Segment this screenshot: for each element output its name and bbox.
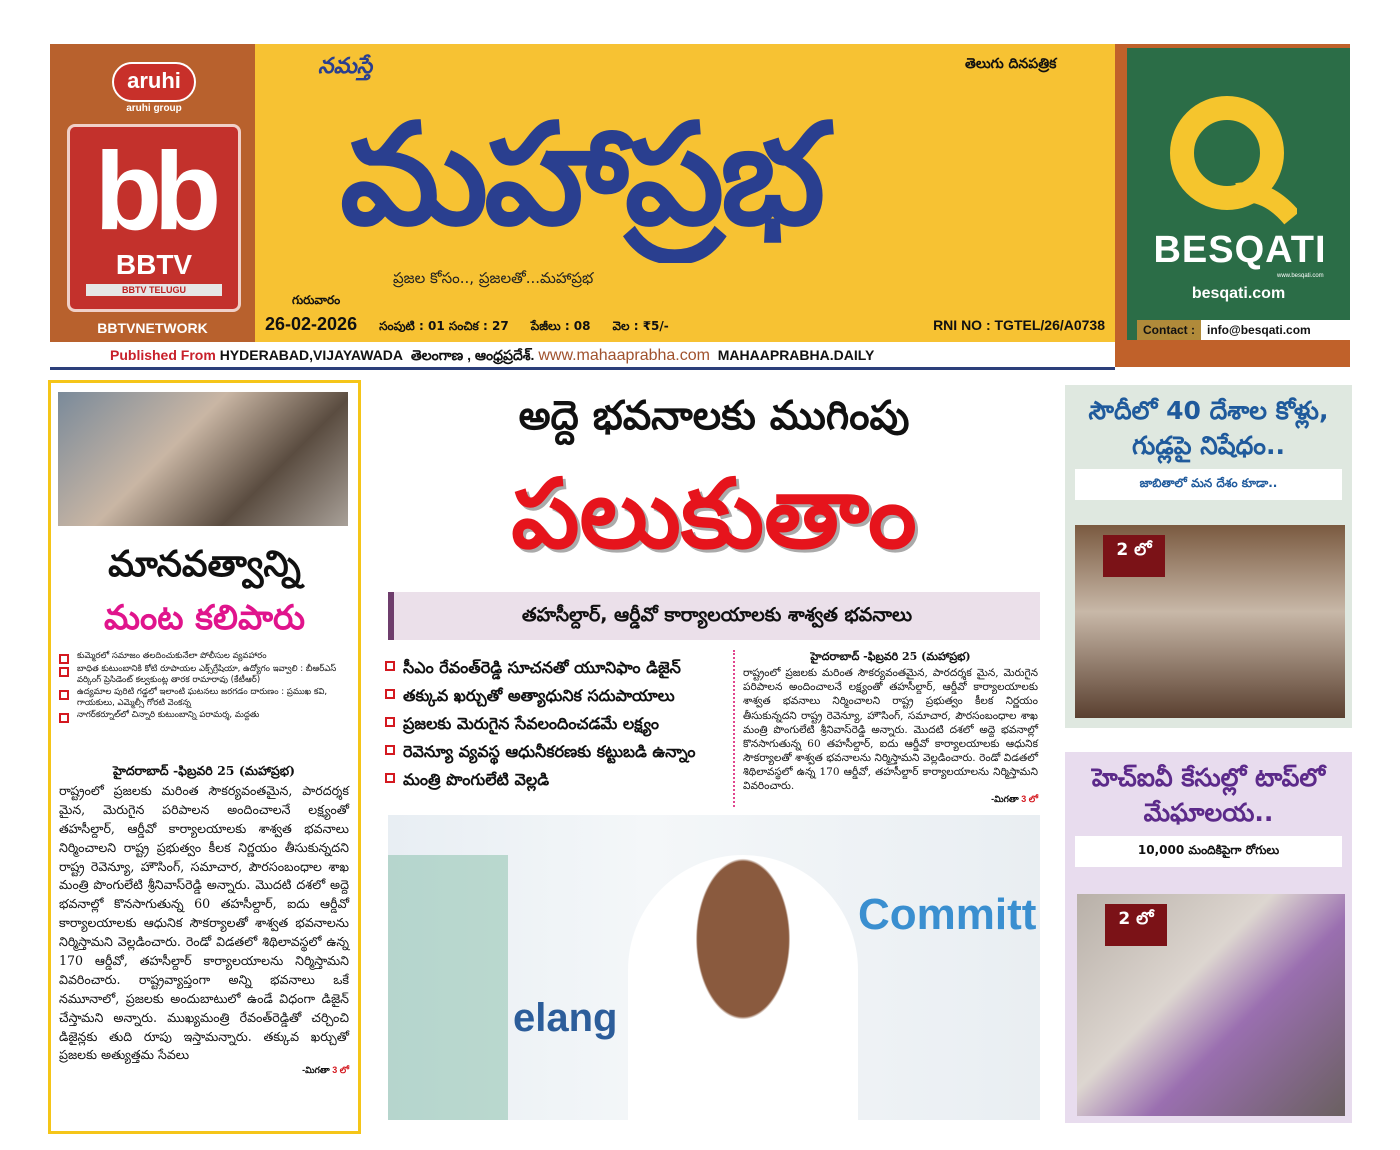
photo-banner-text-2: elang — [513, 996, 618, 1040]
bullet-text: ప్రజలకు మెరుగైన సేవలందించడమే లక్ష్యం — [403, 714, 660, 733]
left-article — [59, 763, 349, 1078]
bullet-item — [59, 664, 354, 687]
lead-subhead: తహసీల్దార్, ఆర్డీవో కార్యాలయాలకు శాశ్వత భవనాలు — [388, 592, 1040, 640]
banner-green — [388, 855, 508, 1120]
bullet-item — [385, 714, 720, 737]
dateline: హైదరాబాద్ -ఫిబ్రవరి 25 (మహాప్రభ) — [112, 763, 296, 778]
page-count: పేజీలు : 08 — [530, 319, 591, 333]
chicken-photo — [1075, 525, 1345, 718]
daily-label: తెలుగు దినపత్రిక — [965, 56, 1057, 72]
bullet-text: తక్కువ ఖర్చుతో అత్యాధునిక సదుపాయాలు — [403, 686, 675, 705]
dateline: హైదరాబాద్ -ఫిబ్రవరి 25 (మహాప్రభ) — [810, 650, 971, 663]
side-headline: హెచ్ఐవీ కేసుల్లో టాప్‌లో మేఘాలయ.. — [1091, 763, 1326, 827]
states: తెలంగాణ , ఆంధ్రప్రదేశ్. — [410, 347, 535, 363]
besqati-url-small: www.besqati.com — [1277, 273, 1324, 279]
continued-note[interactable] — [743, 794, 1038, 807]
continued-note[interactable] — [59, 1065, 349, 1078]
bullet-text: మంత్రి పొంగులేటి వెల్లడి — [403, 770, 550, 789]
bullet-item — [59, 710, 354, 723]
photo-banner-text: Committ — [858, 890, 1037, 939]
checkbox-icon — [385, 717, 395, 727]
checkbox-icon — [385, 773, 395, 783]
article-body: రాష్ట్రంలో ప్రజలకు మరింత సౌకర్యవంతమైన, పారదర్శక మైన, మెరుగైన పరిపాలన అందించాలనే లక్ష్యంతో తహసీల్దార్, ఆర్డీవో కార్యాలయాలకు శాశ్వత భవనాలు నిర్మించాలని రాష్ట్ర ప్రభుత్వం కీలక నిర్ణయం తీసుకున్నదని రాష్ట్ర రెవెన్యూ, హౌసింగ్, సమాచార, పౌరసంబంధాల శాఖ మంత్రి పొంగులేటి శ్రీనివాస్‌రెడ్డి అన్నారు. మొదటి దశలో అద్దె భవనాల్లో కొనసాగుతున్న 60 తహసీల్దార్, ఐదు ఆర్డీవో కార్యాలయాలకు ఆధునిక సౌకర్యాలతో శాశ్వత భవనాలను నిర్మిస్తామని వెల్లడించారు. రెండో విడతలో శిథిలావస్థలో ఉన్న 170 ఆర్డీవో, తహసీల్దార్ కార్యాలయాలను నిర్మిస్తామని వివరించారు. రాష్ట్రవ్యాప్తంగా అన్ని భవనాలు ఒకే నమూనాలో, ప్రజలకు అందుబాటులో ఉండే విధంగా డిజైన్ చేస్తామని అన్నారు. ముఖ్యమంత్రి రేవంత్‌రెడ్డితో చర్చించి డిజైన్లకు తుది రూపు ఇస్తామన్నారు. తక్కువ ఖర్చుతో ప్రజలకు అత్యుత్తమ సేవలు — [59, 783, 349, 1063]
side-caption: 10,000 మందికిపైగా రోగులు — [1075, 836, 1342, 867]
bullet-item — [59, 651, 354, 664]
bbtv-network: BBTVNETWORK — [97, 320, 208, 336]
bbtv-telugu: BBTV TELUGU — [86, 284, 222, 296]
bullet-text: నాగర్‌కర్నూల్‌లో చిన్నారి కుటుంబాన్ని పరామర్శ, మద్దతు — [77, 709, 260, 720]
bullet-text: రెవెన్యూ వ్యవస్థ ఆధునీకరణకు కట్టుబడి ఉన్నాం — [403, 742, 696, 761]
price: వెల : ₹5/- — [612, 319, 669, 333]
aruhi-group: aruhi group — [126, 103, 182, 114]
besqati-site: besqati.com — [1191, 285, 1286, 302]
left-headline-1: మానవత్వాన్ని — [108, 544, 301, 585]
bullet-item — [385, 658, 720, 681]
tagline: ప్రజల కోసం.., ప్రజలతో...మహాప్రభ — [393, 269, 594, 287]
divider — [50, 367, 1115, 370]
bbtv-text: BBTV — [115, 249, 193, 280]
checkbox-icon — [385, 661, 395, 671]
contact-email[interactable]: info@besqati.com — [1207, 323, 1311, 337]
besqati-q-icon — [1167, 93, 1297, 233]
minister-figure — [628, 855, 858, 1120]
left-story — [48, 380, 361, 1134]
bullet-text: ఉద్యమాల పురిటి గడ్డలో ఇలాంటి ఘటనలు జరగడం దారుణం : ప్రముఖ కవి, గాయకులు, ఎమ్మెల్సీ గోరటి వెంకన్న — [77, 686, 328, 709]
website-link[interactable]: www.mahaaprabha.com — [538, 347, 710, 364]
issue-info-row — [265, 314, 1105, 336]
lead-kicker: అద్దె భవనాలకు ముగింపు — [518, 393, 910, 439]
rni-number: RNI NO : TGTEL/26/A0738 — [933, 317, 1105, 333]
side-story-hiv[interactable] — [1065, 752, 1352, 1123]
checkbox-icon — [385, 745, 395, 755]
bullet-item — [59, 687, 354, 710]
left-bullets — [59, 651, 354, 723]
bullet-text: బాధిత కుటుంబానికి కోటి రూపాయల ఎక్స్‌గ్రేషియా, ఉద్యోగం ఇవ్వాలి : బీఆర్ఎస్ వర్కింగ్ ప్రెసిడెంట్ కల్వకుంట్ల తారక రామారావు (కేటీఆర్) — [77, 664, 337, 686]
checkbox-icon — [385, 689, 395, 699]
lead-article — [733, 650, 1038, 807]
aruhi-logo: aruhi — [112, 62, 196, 102]
page-tag[interactable]: 2 లో — [1103, 535, 1165, 577]
bullet-item — [385, 686, 720, 709]
checkbox-icon — [59, 690, 69, 700]
left-headline-2: మంట కలిపారు — [104, 598, 305, 638]
speaker-photo — [1077, 894, 1345, 1116]
bullet-text: కుమ్మెరలో సమాజం తలదించుకునేలా పోలీసుల వ్యవహారం — [77, 651, 267, 661]
besqati-brand: BESQATI — [1153, 229, 1327, 271]
side-headline: సౌదీలో 40 దేశాల కోళ్లు, గుడ్లపై నిషేధం.. — [1088, 396, 1329, 460]
besqati-ad[interactable] — [1127, 48, 1350, 340]
page-tag[interactable]: 2 లో — [1105, 904, 1167, 946]
protest-photo — [58, 392, 348, 526]
lead-headline: పలుకుతాం — [511, 458, 917, 570]
bb-mark: bb — [94, 130, 214, 253]
bbtv-logo — [67, 124, 241, 312]
checkbox-icon — [59, 667, 69, 677]
masthead-title: మహాప్రభ — [340, 94, 822, 257]
contact-label: Contact : — [1137, 320, 1201, 340]
issue-date: 26-02-2026 — [265, 314, 358, 334]
lead-bullets — [385, 658, 720, 798]
contact-bar — [1137, 320, 1350, 340]
weekday: గురువారం — [292, 293, 341, 307]
checkbox-icon — [59, 713, 69, 723]
volume-issue: సంపుటి : 01 సంచిక : 27 — [379, 319, 509, 333]
minister-photo — [388, 815, 1040, 1120]
social-handle: MAHAAPRABHA.DAILY — [717, 347, 875, 363]
continued-label: -మిగతా — [302, 1065, 330, 1076]
continued-label: -మిగతా — [991, 793, 1019, 804]
continued-page: 3 లో — [332, 1065, 349, 1076]
bullet-item — [385, 770, 720, 793]
bullet-text: సీఎం రేవంత్‌రెడ్డి సూచనతో యూనిఫాం డిజైన్ — [403, 658, 681, 677]
checkbox-icon — [59, 654, 69, 664]
published-label: Published From — [110, 347, 216, 363]
publication-info — [110, 347, 874, 367]
side-story-saudi[interactable] — [1065, 385, 1352, 728]
bullet-item — [385, 742, 720, 765]
side-caption: జాబితాలో మన దేశం కూడా.. — [1075, 469, 1342, 500]
masthead-prefix: నమస్తే — [318, 54, 373, 79]
published-cities: HYDERABAD,VIJAYAWADA — [219, 347, 404, 363]
continued-page: 3 లో — [1021, 793, 1038, 804]
article-body: రాష్ట్రంలో ప్రజలకు మరింత సౌకర్యవంతమైన, పారదర్శక మైన, మెరుగైన పరిపాలన అందించాలనే లక్ష్యంతో తహసీల్దార్, ఆర్డీవో కార్యాలయాలకు శాశ్వత భవనాలు నిర్మించాలని రాష్ట్ర ప్రభుత్వం కీలక నిర్ణయం తీసుకున్నదని రాష్ట్ర రెవెన్యూ, హౌసింగ్, సమాచార, పౌరసంబంధాల శాఖ మంత్రి పొంగులేటి శ్రీనివాస్‌రెడ్డి అన్నారు. మొదటి దశలో అద్దె భవనాల్లో కొనసాగుతున్న 60 తహసీల్దార్, ఐదు ఆర్డీవో కార్యాలయాలకు ఆధునిక సౌకర్యాలతో శాశ్వత భవనాలను నిర్మిస్తామని వెల్లడించారు. రెండో విడతలో శిథిలావస్థలో ఉన్న 170 ఆర్డీవో, తహసీల్దార్ కార్యాలయాలను నిర్మిస్తామని వివరించారు. — [743, 667, 1038, 793]
